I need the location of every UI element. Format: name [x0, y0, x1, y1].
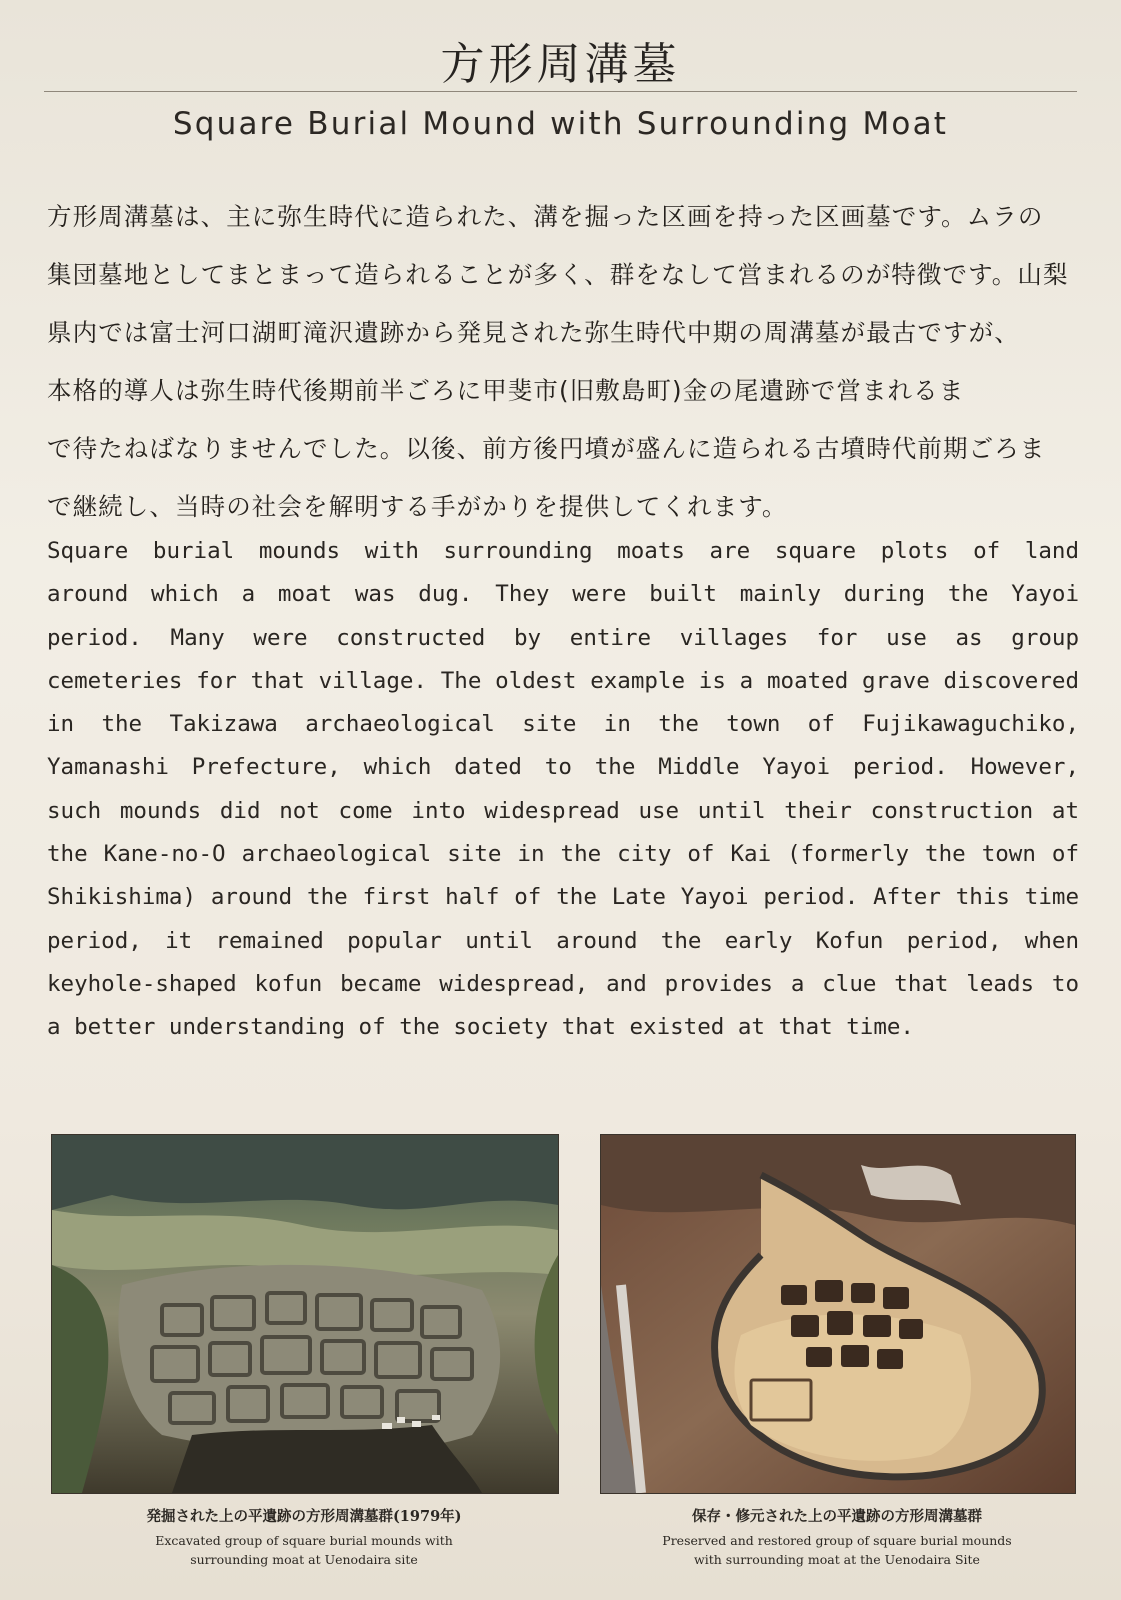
- excavation-aerial-photo: [51, 1134, 559, 1494]
- page-title-japanese: 方形周溝墓: [440, 39, 681, 90]
- photo-caption-english-line: with surrounding moat at the Uenodaira Site: [694, 1552, 980, 1567]
- page-title-english: Square Burial Mound with Surrounding Moat: [172, 106, 949, 142]
- restored-site-aerial-photo: [600, 1134, 1076, 1494]
- description-english-line: Shikishima) around the first half of the Late Yayoi period. After this time: [47, 884, 1079, 911]
- photo-caption-japanese: 発掘された上の平遺跡の方形周溝墓群(1979年): [146, 1508, 462, 1525]
- description-english-line: the Kane-no-O archaeological site in the city of Kai (formerly the town of: [47, 841, 1079, 868]
- description-japanese-line: 本格的導人は弥生時代後期前半ごろに甲斐市(旧敷島町)金の尾遺跡で営まれるま: [47, 376, 965, 405]
- photo-caption-english-line: Preserved and restored group of square burial mounds: [662, 1533, 1012, 1548]
- photo-caption-japanese: 保存・修元された上の平遺跡の方形周溝墓群: [692, 1508, 982, 1525]
- description-english-line: such mounds did not come into widespread use until their construction at: [47, 797, 1079, 824]
- description-english-line: in the Takizawa archaeological site in the town of Fujikawaguchiko,: [47, 711, 1079, 738]
- description-english-line: cemeteries for that village. The oldest example is a moated grave discovered: [47, 667, 1079, 694]
- photo-caption-english-line: surrounding moat at Uenodaira site: [190, 1552, 418, 1567]
- photo-caption-english: [600, 1531, 1074, 1569]
- description-japanese-line: で継続し、当時の社会を解明する手がかりを提供してくれます。: [47, 492, 788, 521]
- description-japanese: [47, 188, 1075, 536]
- description-japanese-line: で待たねばなりませんでした。以後、前方後円墳が盛んに造られる古墳時代前期ごろま: [47, 434, 1046, 463]
- photo-caption-english-line: Excavated group of square burial mounds with: [155, 1533, 453, 1548]
- description-english-line: Square burial mounds with surrounding moats are square plots of land: [47, 538, 1079, 564]
- description-english-line: keyhole-shaped kofun became widespread, and provides a clue that leads to: [47, 970, 1079, 997]
- photo-caption-english: [51, 1531, 557, 1569]
- description-english-line: period. Many were constructed by entire villages for use as group: [47, 624, 1079, 651]
- description-japanese-line: 集団墓地としてまとまって造られることが多く、群をなして営まれるのが特徴です。山梨: [47, 260, 1069, 289]
- description-japanese-line: 方形周溝墓は、主に弥生時代に造られた、溝を掘った区画を持った区画墓です。ムラの: [47, 202, 1044, 231]
- description-english: [47, 530, 1079, 1050]
- title-divider: [44, 91, 1077, 92]
- description-japanese-line: 県内では富士河口湖町滝沢遺跡から発見された弥生時代中期の周溝墓が最古ですが、: [47, 318, 1020, 347]
- description-english-line: period, it remained popular until around the early Kofun period, when: [47, 927, 1079, 954]
- description-english-line: Yamanashi Prefecture, which dated to the Middle Yayoi period. However,: [47, 754, 1079, 781]
- description-english-line: a better understanding of the society that existed at that time.: [47, 1014, 914, 1041]
- description-english-line: around which a moat was dug. They were built mainly during the Yayoi: [47, 581, 1079, 608]
